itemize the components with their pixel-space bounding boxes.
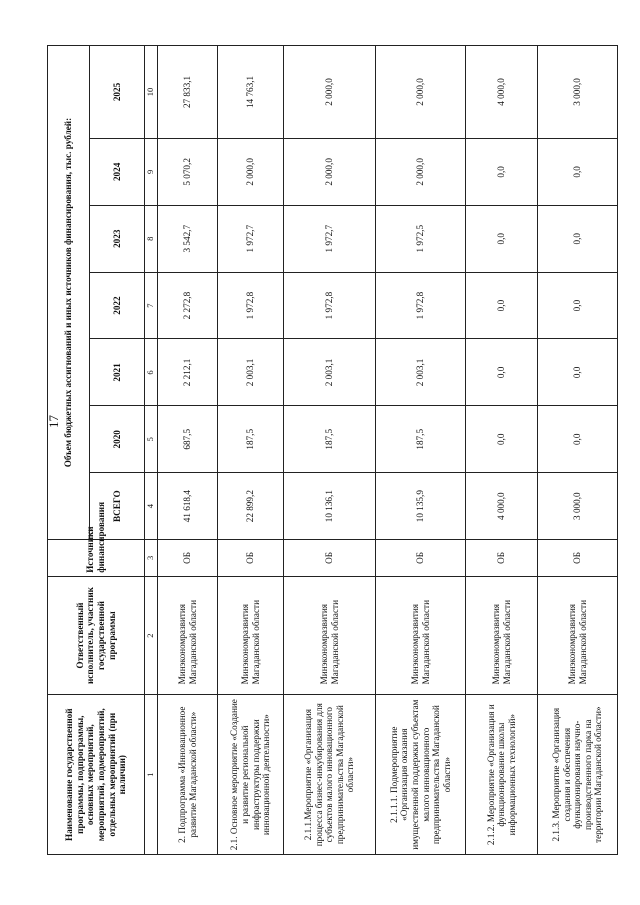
row-value: 687,5 <box>158 406 218 473</box>
rotated-table-wrapper <box>47 45 604 855</box>
row-value: 0,0 <box>538 138 618 205</box>
header-executor: Ответственный исполнитель, участник государственной программы <box>48 576 145 695</box>
page-number: 17 <box>46 415 61 428</box>
header-source: Источники финансирования <box>48 540 145 577</box>
header-name: Наименование государственной программы, подпрограммы, основных мероприятий, мероприятий, подмероприятий, отдельных мероприятий (при наличии) <box>48 695 145 855</box>
row-value: 2 000,0 <box>284 138 376 205</box>
row-value: 2 000,0 <box>218 138 284 205</box>
row-value: 4 000,0 <box>466 473 538 540</box>
row-value: 1 972,7 <box>284 205 376 272</box>
row-value: 2 212,1 <box>158 339 218 406</box>
column-number: 1 <box>145 695 158 855</box>
header-year: 2024 <box>90 138 145 205</box>
table-row <box>376 46 466 855</box>
row-value: 2 003,1 <box>284 339 376 406</box>
row-value: 1 972,7 <box>218 205 284 272</box>
row-executor: Минэкономразвития Магаданской области <box>284 576 376 695</box>
row-value: 2 272,8 <box>158 272 218 339</box>
row-value: 0,0 <box>466 272 538 339</box>
row-value: 0,0 <box>466 339 538 406</box>
header-funding-group: Объем бюджетных ассигнований и иных источников финансирования, тыс. рублей: <box>48 46 90 540</box>
row-value: 1 972,5 <box>376 205 466 272</box>
row-source: ОБ <box>158 540 218 577</box>
row-source: ОБ <box>538 540 618 577</box>
header-year: 2021 <box>90 339 145 406</box>
row-source: ОБ <box>376 540 466 577</box>
row-value: 5 070,2 <box>158 138 218 205</box>
row-executor: Минэкономразвития Магаданской области <box>466 576 538 695</box>
funding-table <box>47 45 618 855</box>
table-row <box>284 46 376 855</box>
column-number: 8 <box>145 205 158 272</box>
header-total: ВСЕГО <box>90 473 145 540</box>
row-value: 2 000,0 <box>284 46 376 139</box>
table-row <box>218 46 284 855</box>
row-executor: Минэкономразвития Магаданской области <box>376 576 466 695</box>
row-value: 2 000,0 <box>376 138 466 205</box>
row-value: 187,5 <box>376 406 466 473</box>
column-number: 2 <box>145 576 158 695</box>
row-value: 0,0 <box>538 406 618 473</box>
column-number: 3 <box>145 540 158 577</box>
row-value: 3 542,7 <box>158 205 218 272</box>
table-row <box>158 46 218 855</box>
row-value: 10 135,9 <box>376 473 466 540</box>
column-number: 9 <box>145 138 158 205</box>
row-value: 22 899,2 <box>218 473 284 540</box>
row-value: 0,0 <box>538 339 618 406</box>
row-executor: Минэкономразвития Магаданской области <box>538 576 618 695</box>
header-row-1 <box>48 46 90 855</box>
row-name: 2.1.3. Мероприятие «Организация создания и обеспечения функционирования научно-производственного парка на территории Магаданской области» <box>538 695 618 855</box>
row-value: 0,0 <box>538 205 618 272</box>
row-name: 2. Подпрограмма «Инновационное развитие Магаданской области» <box>158 695 218 855</box>
row-source: ОБ <box>284 540 376 577</box>
header-year: 2023 <box>90 205 145 272</box>
row-name: 2.1.1.1. Подмероприятие «Организация оказания имущественной поддержки субъектам малого инновационного предпринимательства Магаданской области» <box>376 695 466 855</box>
row-value: 1 972,8 <box>218 272 284 339</box>
row-value: 1 972,8 <box>284 272 376 339</box>
table-body <box>158 46 618 855</box>
row-value: 187,5 <box>284 406 376 473</box>
row-value: 41 618,4 <box>158 473 218 540</box>
column-number: 10 <box>145 46 158 139</box>
row-value: 1 972,8 <box>376 272 466 339</box>
row-value: 0,0 <box>466 205 538 272</box>
row-value: 0,0 <box>466 138 538 205</box>
column-number: 4 <box>145 473 158 540</box>
row-value: 27 833,1 <box>158 46 218 139</box>
header-year: 2020 <box>90 406 145 473</box>
table-row <box>538 46 618 855</box>
row-value: 3 000,0 <box>538 473 618 540</box>
row-executor: Минэкономразвития Магаданской области <box>158 576 218 695</box>
row-value: 0,0 <box>466 406 538 473</box>
column-number: 5 <box>145 406 158 473</box>
row-name: 2.1.2. Мероприятие «Организация и функционирование школы информационных технологий» <box>466 695 538 855</box>
row-value: 10 136,1 <box>284 473 376 540</box>
row-value: 2 003,1 <box>376 339 466 406</box>
column-number: 6 <box>145 339 158 406</box>
row-value: 14 763,1 <box>218 46 284 139</box>
header-year: 2022 <box>90 272 145 339</box>
header-year: 2025 <box>90 46 145 139</box>
row-executor: Минэкономразвития Магаданской области <box>218 576 284 695</box>
row-value: 2 000,0 <box>376 46 466 139</box>
row-value: 187,5 <box>218 406 284 473</box>
row-name: 2.1.1.Мероприятие «Организация процесса бизнес-инкубирования для субъектов малого инновационного предпринимательства Магаданской области» <box>284 695 376 855</box>
row-value: 0,0 <box>538 272 618 339</box>
row-value: 2 003,1 <box>218 339 284 406</box>
row-source: ОБ <box>466 540 538 577</box>
column-number-row <box>145 46 158 855</box>
row-name: 2.1. Основное мероприятие «Создание и развитие региональной инфраструктуры поддержки инновационной деятельности» <box>218 695 284 855</box>
table-row <box>466 46 538 855</box>
row-value: 3 000,0 <box>538 46 618 139</box>
column-number: 7 <box>145 272 158 339</box>
row-value: 4 000,0 <box>466 46 538 139</box>
row-source: ОБ <box>218 540 284 577</box>
